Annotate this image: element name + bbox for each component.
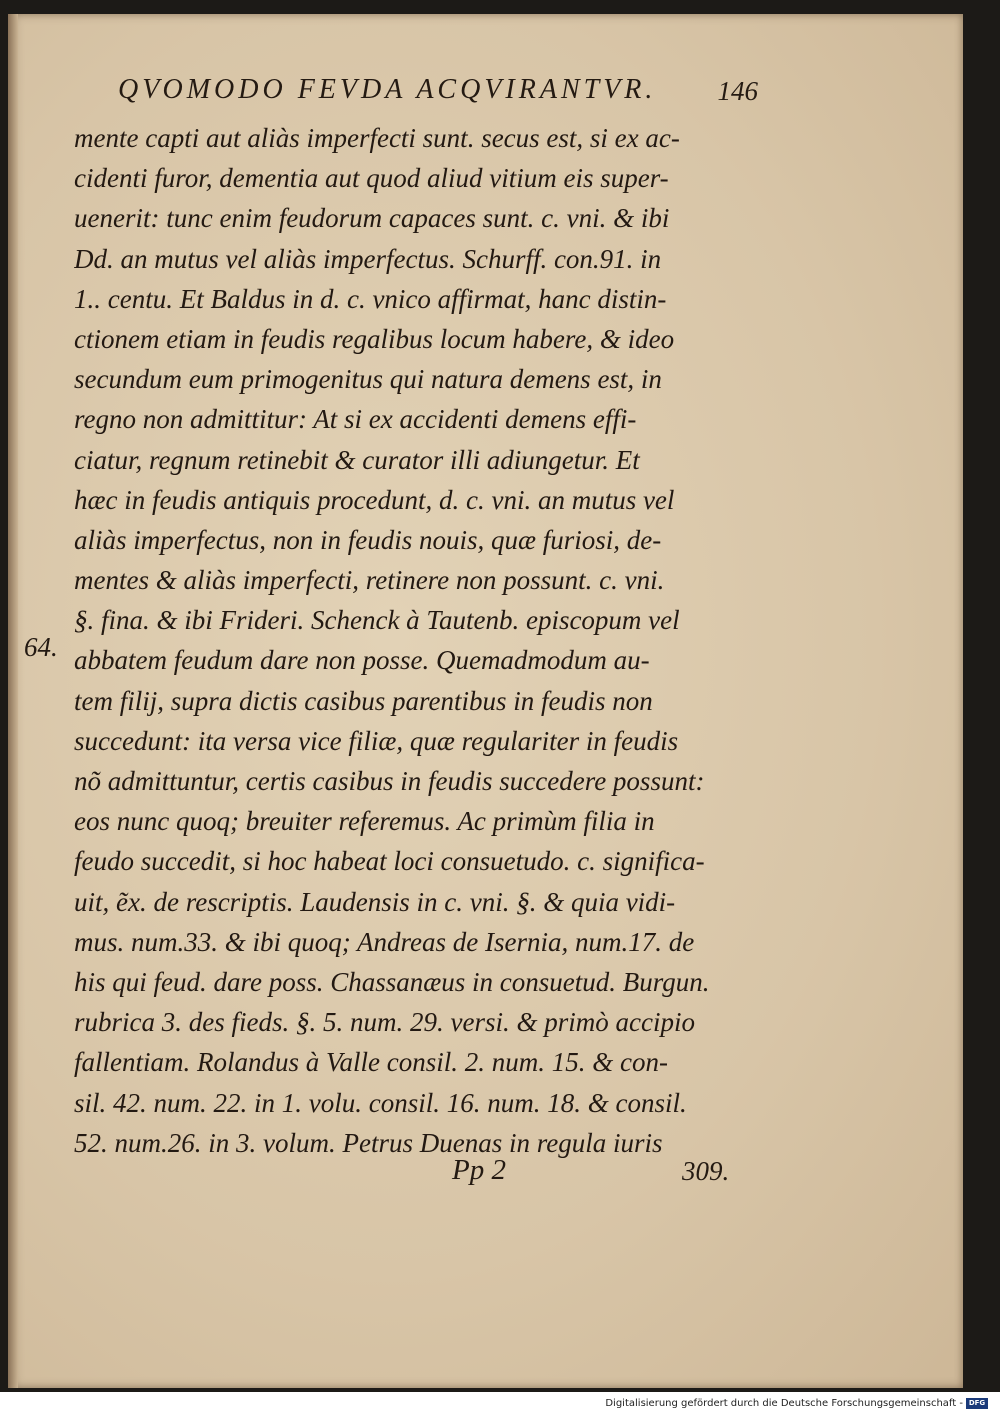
margin-note-number: 64. bbox=[24, 632, 58, 662]
text-line: mus. num.33. & ibi quoq; Andreas de Isernia, num.17. de bbox=[74, 926, 695, 957]
text-line: ctionem etiam in feudis regalibus locum habere, & ideo bbox=[74, 323, 675, 354]
page-gutter bbox=[8, 14, 18, 1388]
text-line: aliàs imperfectus, non in feudis nouis, quæ furiosi, de- bbox=[74, 524, 662, 555]
text-line: nõ admittuntur, certis casibus in feudis succedere possunt: bbox=[74, 766, 705, 796]
text-line: his qui feud. dare poss. Chassanæus in consuetud. Burgun. bbox=[74, 966, 710, 997]
text-line: 1.. centu. Et Baldus in d. c. vnico affirmat, hanc distin- bbox=[74, 283, 667, 314]
text-line: §. fina. & ibi Frideri. Schenck à Tautenb. episcopum vel bbox=[74, 605, 680, 636]
text-line: Dd. an mutus vel aliàs imperfectus. Schurff. con.91. in bbox=[74, 243, 662, 274]
running-header bbox=[118, 66, 758, 110]
body-text bbox=[74, 118, 754, 1163]
running-title: QVOMODO FEVDA ACQVIRANTVR. bbox=[118, 74, 657, 105]
text-line: mentes & aliàs imperfecti, retinere non possunt. c. vni. bbox=[74, 565, 665, 596]
text-line: uenerit: tunc enim feudorum capaces sunt. c. vni. & ibi bbox=[74, 203, 670, 234]
digitization-credit bbox=[605, 1396, 988, 1410]
text-line: hæc in feudis antiquis procedunt, d. c. vni. an mutus vel bbox=[74, 484, 675, 515]
text-line: cidenti furor, dementia aut quod aliud vitium eis super- bbox=[74, 163, 669, 194]
dfg-logo-icon: DFG bbox=[966, 1398, 988, 1409]
text-line: tem filij, supra dictis casibus parentibus in feudis non bbox=[74, 685, 653, 716]
text-line: rubrica 3. des fieds. §. 5. num. 29. versi. & primò accipio bbox=[74, 1007, 695, 1038]
text-line: mente capti aut aliàs imperfecti sunt. secus est, si ex ac- bbox=[74, 123, 680, 153]
text-line: fallentiam. Rolandus à Valle consil. 2. num. 15. & con- bbox=[74, 1047, 668, 1078]
text-line: secundum eum primogenitus qui natura demens est, in bbox=[74, 364, 662, 395]
page-footer bbox=[74, 1148, 754, 1192]
catchword: 309. bbox=[682, 1156, 730, 1186]
signature-mark: Pp 2 bbox=[452, 1154, 506, 1186]
credit-text: Digitalisierung gefördert durch die Deutsche Forschungsgemeinschaft - bbox=[605, 1397, 963, 1409]
text-line: uit, ẽx. de rescriptis. Laudensis in c. vni. §. & quia vidi- bbox=[74, 886, 676, 917]
text-line: succedunt: ita versa vice filiæ, quæ regulariter in feudis bbox=[74, 725, 679, 756]
page-number: 146 bbox=[717, 76, 758, 106]
text-line: 52. num.26. in 3. volum. Petrus Duenas in regula iuris bbox=[74, 1127, 663, 1158]
text-line: abbatem feudum dare non posse. Quemadmodum au- bbox=[74, 645, 650, 676]
text-line: sil. 42. num. 22. in 1. volu. consil. 16. num. 18. & consil. bbox=[74, 1087, 687, 1118]
text-line: regno non admittitur: At si ex accidenti demens effi- bbox=[74, 404, 637, 435]
text-line: eos nunc quoq; breuiter referemus. Ac primùm filia in bbox=[74, 806, 655, 837]
text-line: feudo succedit, si hoc habeat loci consuetudo. c. significa- bbox=[74, 846, 705, 877]
text-line: ciatur, regnum retinebit & curator illi adiungetur. Et bbox=[74, 444, 640, 475]
